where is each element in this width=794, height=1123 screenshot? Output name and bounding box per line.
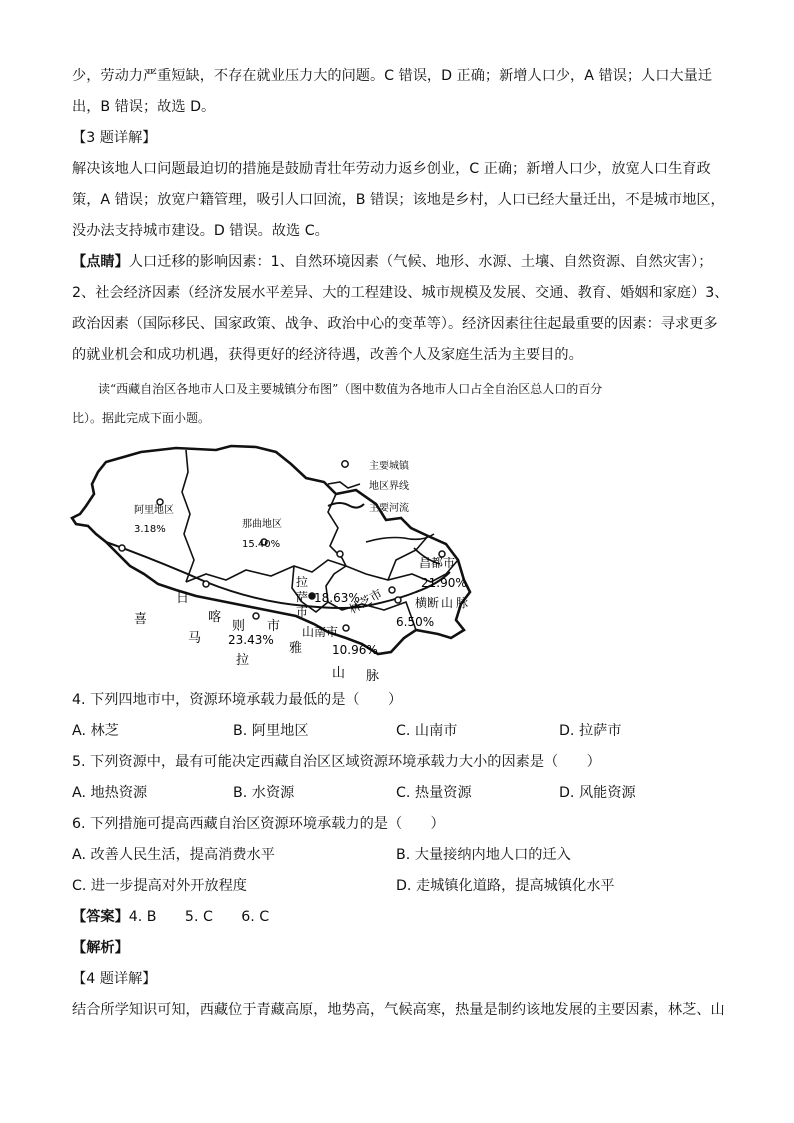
rikaze-char-1: 日 xyxy=(176,591,190,606)
q4-detail-line-1: 结合所学知识可知，西藏位于青藏高原，地势高，气候高寒，热量是制约该地发展的主要因素，林芝、山 xyxy=(72,1002,725,1018)
lasa-char-3: 市 xyxy=(296,605,309,619)
town-marker xyxy=(389,587,395,593)
legend-boundary-icon xyxy=(328,482,360,488)
question-5-option-a[interactable]: A. 地热资源 xyxy=(72,785,148,801)
himalaya-char-1: 喜 xyxy=(134,612,148,627)
question-6-option-d[interactable]: D. 走城镇化道路，提高城镇化水平 xyxy=(396,878,615,894)
linzhi-pct: 6.50% xyxy=(396,615,435,629)
intro-line-1: 读“西藏自治区各地市人口及主要城镇分布图”（图中数值为各地市人口占全自治区总人口的百分 xyxy=(98,382,603,396)
lasa-char-2: 萨 xyxy=(296,590,309,604)
point-line-3: 政治因素（国际移民、国家政策、战争、政治中心的变革等）。经济因素往往起最重要的因素：寻求更多 xyxy=(72,316,718,332)
naqu-name: 那曲地区 xyxy=(242,519,282,530)
answer-label: 【答案】 xyxy=(72,909,129,925)
q4-detail-heading: 【4 题详解】 xyxy=(72,971,157,987)
shannan-name: 山南市 xyxy=(302,625,339,639)
hengduan-label-3: 脉 xyxy=(456,596,469,610)
legend-town: 主要城镇 xyxy=(369,461,409,472)
question-5-option-b[interactable]: B. 水资源 xyxy=(233,785,295,801)
question-4-option-b[interactable]: B. 阿里地区 xyxy=(233,723,309,739)
himalaya-char-5: 山 xyxy=(332,666,346,681)
prev-explain-line-2: 出，B 错误；故选 D。 xyxy=(72,99,216,115)
changdu-pct: 21.90% xyxy=(421,576,467,590)
q3-detail-line-3: 没办法支持城市建设。D 错误。故选 C。 xyxy=(72,223,329,239)
lasa-char-1: 拉 xyxy=(296,575,309,589)
boundary-ali-naqu xyxy=(182,450,194,582)
analysis-label: 【解析】 xyxy=(72,940,129,956)
point-paragraph xyxy=(72,252,712,272)
hengduan-label-2: 山 xyxy=(441,596,454,610)
q3-detail-line-1: 解决该地人口问题最迫切的措施是鼓励青壮年劳动力返乡创业，C 正确；新增人口少，放宽人口生育政 xyxy=(72,161,711,177)
town-marker xyxy=(395,597,401,603)
ali-name: 阿里地区 xyxy=(134,505,174,516)
ali-pct: 3.18% xyxy=(134,524,166,535)
question-5-option-d[interactable]: D. 风能资源 xyxy=(559,785,636,801)
tibet-population-map xyxy=(66,442,476,688)
naqu-pct: 15.40% xyxy=(242,539,281,550)
legend-river: 主要河流 xyxy=(369,503,409,514)
himalaya-char-3: 拉 xyxy=(236,653,250,668)
question-5-stem: 5. 下列资源中，最有可能决定西藏自治区区域资源环境承载力大小的因素是（ ） xyxy=(72,754,601,770)
rikaze-char-3: 则 xyxy=(232,619,246,634)
point-line-2: 2、社会经济因素（经济发展水平差异、大的工程建设、城市规模及发展、交通、教育、婚姻和家庭）3、 xyxy=(72,285,729,301)
legend-boundary: 地区界线 xyxy=(369,481,409,492)
town-marker xyxy=(337,551,343,557)
question-5-option-c[interactable]: C. 热量资源 xyxy=(396,785,472,801)
question-6-option-b[interactable]: B. 大量接纳内地人口的迁入 xyxy=(396,847,571,863)
changdu-name: 昌都市 xyxy=(419,556,456,570)
answer-values: 4. B 5. C 6. C xyxy=(128,909,270,925)
town-marker xyxy=(253,613,259,619)
himalaya-char-6: 脉 xyxy=(366,669,380,684)
question-6-option-a[interactable]: A. 改善人民生活，提高消费水平 xyxy=(72,847,275,863)
shannan-pct: 10.96% xyxy=(332,643,378,657)
question-4-stem: 4. 下列四地市中，资源环境承载力最低的是（ ） xyxy=(72,692,403,708)
point-label: 【点睛】 xyxy=(72,254,129,270)
intro-line-2: 比）。据此完成下面小题。 xyxy=(72,411,211,425)
answer-line xyxy=(72,907,269,927)
question-4-option-a[interactable]: A. 林芝 xyxy=(72,723,119,739)
town-marker xyxy=(119,545,125,551)
prev-explain-line-1: 少，劳动力严重短缺，不存在就业压力大的问题。C 错误，D 正确；新增人口少，A 错误；人口大量迁 xyxy=(72,68,712,84)
q3-detail-line-2: 策，A 错误；放宽户籍管理，吸引人口回流，B 错误；该地是乡村，人口已经大量迁出，不是城市地区， xyxy=(72,192,725,208)
question-6-stem: 6. 下列措施可提高西藏自治区资源环境承载力的是（ ） xyxy=(72,816,445,832)
himalaya-char-2: 马 xyxy=(188,631,202,646)
hengduan-label-1: 横断 xyxy=(415,596,440,610)
lasa-pct: 18.63% xyxy=(314,591,360,605)
linzhi-name: 林芝市 xyxy=(346,586,385,617)
himalaya-char-4: 雅 xyxy=(289,641,303,656)
town-marker xyxy=(203,581,209,587)
town-marker xyxy=(343,625,349,631)
q3-detail-heading: 【3 题详解】 xyxy=(72,130,157,146)
question-6-option-c[interactable]: C. 进一步提高对外开放程度 xyxy=(72,878,247,894)
point-line-4: 的就业机会和成功机遇，获得更好的经济待遇，改善个人及家庭生活为主要目的。 xyxy=(72,347,583,363)
point-line-1: 人口迁移的影响因素：1、自然环境因素（气候、地形、水源、土壤、自然资源、自然灾害）； xyxy=(128,254,713,270)
question-4-option-c[interactable]: C. 山南市 xyxy=(396,723,458,739)
rikaze-pct: 23.43% xyxy=(228,633,274,647)
question-4-option-d[interactable]: D. 拉萨市 xyxy=(559,723,622,739)
boundary-naqu-south xyxy=(186,560,346,582)
legend-town-icon xyxy=(342,461,348,467)
legend-river-icon xyxy=(328,503,364,508)
rikaze-char-2: 喀 xyxy=(208,610,222,625)
rikaze-char-4: 市 xyxy=(267,619,281,634)
